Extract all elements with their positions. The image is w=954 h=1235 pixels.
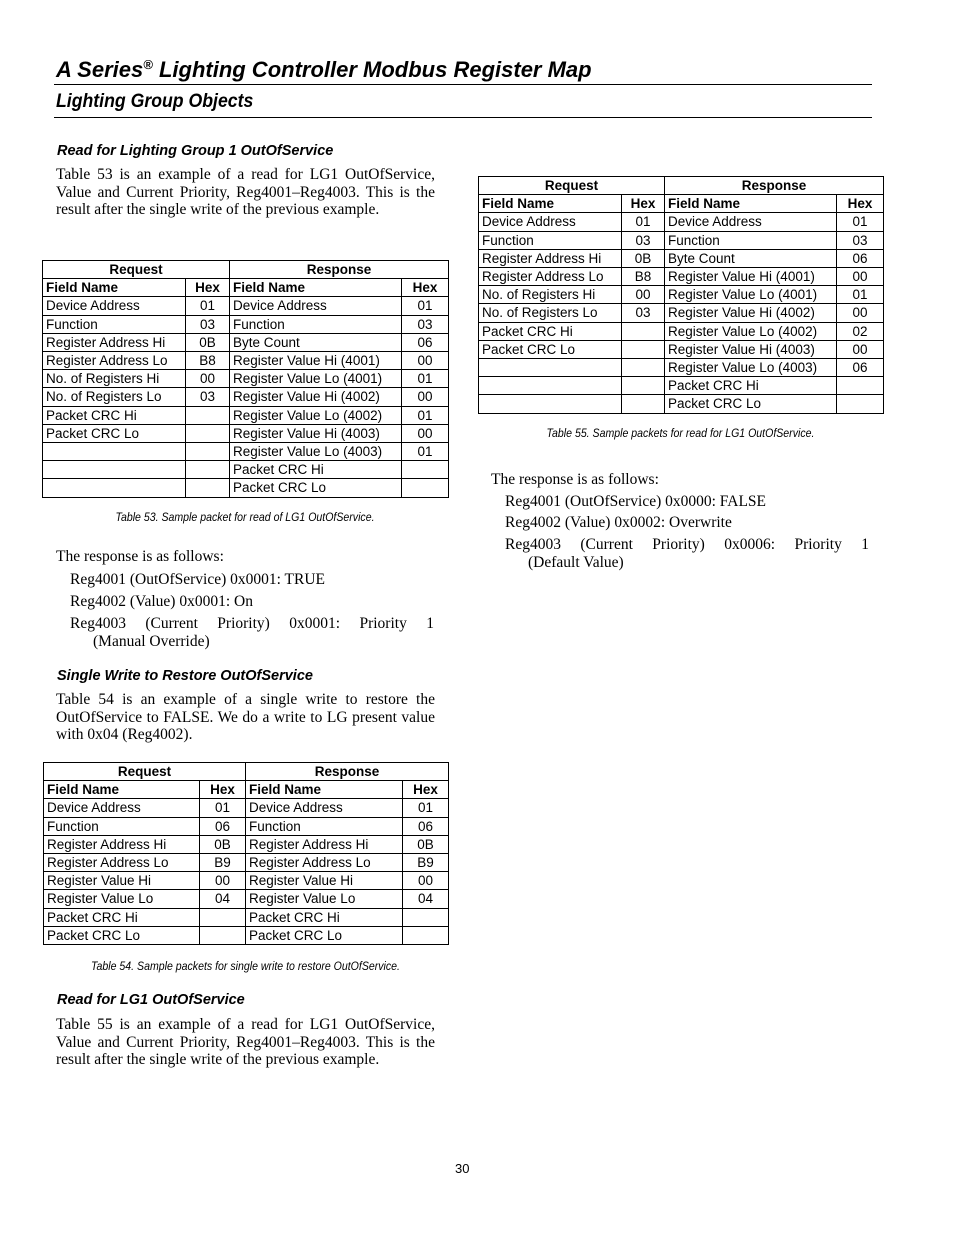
request-hex-cell: 0B: [186, 333, 230, 351]
request-hex-cell: 0B: [622, 249, 665, 267]
response-hex-cell: 00: [403, 872, 449, 890]
request-field-cell: Function: [44, 817, 200, 835]
table-row: [43, 461, 449, 479]
document-subtitle: Lighting Group Objects: [56, 91, 254, 112]
response-field-cell: Register Value Lo (4003): [665, 359, 837, 377]
response-header: Response: [665, 177, 884, 195]
request-header: Request: [43, 261, 230, 279]
request-field-cell: No. of Registers Lo: [479, 304, 622, 322]
request-field-cell: [43, 461, 186, 479]
response-field-cell: Register Value Lo (4002): [665, 322, 837, 340]
table-row: [479, 395, 884, 413]
request-hex-cell: [622, 377, 665, 395]
section3-reg4003-line: [505, 536, 869, 554]
response-field-cell: Register Value Hi (4001): [665, 268, 837, 286]
response-hex-cell: 06: [837, 359, 884, 377]
request-field-cell: [43, 443, 186, 461]
table-53-caption: Table 53. Sample packet for read of LG1 OutOfService.: [115, 510, 375, 524]
request-header: Request: [44, 763, 246, 781]
reg-word: (Current: [145, 615, 198, 632]
response-field-cell: Function: [230, 315, 402, 333]
response-field-cell: Register Value Hi: [246, 872, 403, 890]
response-field-cell: Register Value Lo (4001): [230, 370, 402, 388]
table-row: [44, 799, 449, 817]
request-hex-cell: [622, 340, 665, 358]
request-field-cell: Register Address Hi: [44, 835, 200, 853]
response-field-cell: Byte Count: [230, 333, 402, 351]
reg-word: (Current: [580, 536, 633, 553]
hex-header: Hex: [402, 279, 449, 297]
request-hex-cell: 01: [186, 297, 230, 315]
reg-word: Reg4003: [505, 536, 561, 553]
reg-word: Priority: [359, 615, 407, 632]
section3-paragraph: Table 55 is an example of a read for LG1 OutOfService, Value and Current Priority, Reg4001–Reg4003. This is the result after the single write of the previous example.: [56, 1016, 435, 1068]
response-field-cell: Function: [246, 817, 403, 835]
section1-reg4003: [70, 615, 434, 650]
request-field-cell: Packet CRC Lo: [479, 340, 622, 358]
request-hex-cell: [200, 926, 246, 944]
response-field-cell: Register Value Lo (4001): [665, 286, 837, 304]
request-field-cell: Register Address Lo: [43, 352, 186, 370]
response-hex-cell: [402, 479, 449, 497]
section3-reg4003: [505, 536, 869, 571]
reg-word: Priority): [217, 615, 270, 632]
request-field-cell: [479, 359, 622, 377]
response-hex-cell: 00: [402, 424, 449, 442]
response-field-cell: Function: [665, 231, 837, 249]
request-field-cell: Register Value Lo: [44, 890, 200, 908]
request-hex-cell: 01: [200, 799, 246, 817]
response-field-cell: Packet CRC Lo: [665, 395, 837, 413]
table-53: [42, 260, 449, 498]
reg-word: 0x0006:: [724, 536, 776, 553]
table-54: [43, 762, 449, 945]
response-hex-cell: 00: [837, 304, 884, 322]
request-field-cell: Function: [43, 315, 186, 333]
request-header: Request: [479, 177, 665, 195]
field-name-header: Field Name: [44, 781, 200, 799]
response-hex-cell: B9: [403, 854, 449, 872]
response-field-cell: Register Value Hi (4002): [230, 388, 402, 406]
response-field-cell: Register Value Hi (4002): [665, 304, 837, 322]
request-hex-cell: 04: [200, 890, 246, 908]
request-hex-cell: 03: [186, 315, 230, 333]
response-hex-cell: 01: [402, 443, 449, 461]
title-rest: Lighting Controller Modbus Register Map: [152, 57, 592, 82]
response-field-cell: Register Address Hi: [246, 835, 403, 853]
reg-word: 1: [426, 615, 434, 632]
table-row: [43, 315, 449, 333]
section2-paragraph: Table 54 is an example of a single write to restore the OutOfService to FALSE. We do a write to LG present value with 0x04 (Reg4002).: [56, 691, 435, 743]
response-hex-cell: 02: [837, 322, 884, 340]
response-hex-cell: 06: [402, 333, 449, 351]
response-hex-cell: 04: [403, 890, 449, 908]
response-hex-cell: 00: [402, 352, 449, 370]
table-row: [44, 890, 449, 908]
response-header: Response: [230, 261, 449, 279]
response-hex-cell: 03: [837, 231, 884, 249]
request-hex-cell: 00: [622, 286, 665, 304]
response-header: Response: [246, 763, 449, 781]
table-row: [43, 352, 449, 370]
table-55-caption: Table 55. Sample packets for read for LG1 OutOfService.: [546, 426, 815, 440]
reg-word: 0x0001:: [289, 615, 341, 632]
request-field-cell: Register Value Hi: [44, 872, 200, 890]
table-row: [479, 249, 884, 267]
request-field-cell: Packet CRC Hi: [479, 322, 622, 340]
request-hex-cell: [186, 406, 230, 424]
request-field-cell: Function: [479, 231, 622, 249]
section3-heading: Read for LG1 OutOfService: [57, 992, 245, 1008]
field-name-header: Field Name: [479, 195, 622, 213]
table-row: [44, 908, 449, 926]
hex-header: Hex: [622, 195, 665, 213]
response-hex-cell: 00: [837, 268, 884, 286]
request-field-cell: Register Address Lo: [479, 268, 622, 286]
request-hex-cell: 01: [622, 213, 665, 231]
response-hex-cell: 00: [402, 388, 449, 406]
response-field-cell: Register Value Lo (4003): [230, 443, 402, 461]
request-field-cell: Register Address Hi: [479, 249, 622, 267]
response-field-cell: Device Address: [246, 799, 403, 817]
table-row: [43, 443, 449, 461]
section1-reg4003-line: [70, 615, 434, 633]
request-hex-cell: 03: [622, 304, 665, 322]
request-field-cell: No. of Registers Hi: [43, 370, 186, 388]
header-rule-top: [54, 84, 872, 85]
field-name-header: Field Name: [665, 195, 837, 213]
response-field-cell: Device Address: [230, 297, 402, 315]
response-field-cell: Register Address Lo: [246, 854, 403, 872]
request-hex-cell: 00: [200, 872, 246, 890]
request-hex-cell: [622, 359, 665, 377]
table-row: [44, 854, 449, 872]
hex-header: Hex: [837, 195, 884, 213]
table-row: [479, 377, 884, 395]
field-name-header: Field Name: [246, 781, 403, 799]
response-hex-cell: 01: [402, 370, 449, 388]
response-hex-cell: 0B: [403, 835, 449, 853]
section3-reg4001: Reg4001 (OutOfService) 0x0000: FALSE: [505, 493, 767, 510]
hex-header: Hex: [200, 781, 246, 799]
table-row: [43, 406, 449, 424]
response-field-cell: Register Value Hi (4003): [230, 424, 402, 442]
response-hex-cell: 01: [403, 799, 449, 817]
table-row: [479, 304, 884, 322]
request-hex-cell: 00: [186, 370, 230, 388]
section3-reg4002: Reg4002 (Value) 0x0002: Overwrite: [505, 514, 732, 531]
request-hex-cell: [186, 479, 230, 497]
table-row: [43, 333, 449, 351]
response-field-cell: Byte Count: [665, 249, 837, 267]
table-row: [479, 322, 884, 340]
hex-header: Hex: [403, 781, 449, 799]
table-row: [479, 268, 884, 286]
table-54-caption: Table 54. Sample packets for single write to restore OutOfService.: [91, 959, 400, 973]
table-row: [43, 424, 449, 442]
section1-response-intro: The response is as follows:: [56, 548, 224, 565]
response-hex-cell: [837, 395, 884, 413]
table-row: [43, 479, 449, 497]
request-field-cell: Packet CRC Hi: [44, 908, 200, 926]
request-field-cell: Register Address Hi: [43, 333, 186, 351]
response-field-cell: Packet CRC Hi: [246, 908, 403, 926]
table-55: [478, 176, 884, 414]
request-hex-cell: [200, 908, 246, 926]
page-number: 30: [455, 1161, 470, 1176]
section1-reg4002: Reg4002 (Value) 0x0001: On: [70, 593, 253, 610]
table-row: [44, 817, 449, 835]
response-field-cell: Register Value Lo (4002): [230, 406, 402, 424]
response-hex-cell: 01: [402, 406, 449, 424]
request-hex-cell: [622, 395, 665, 413]
request-field-cell: Packet CRC Lo: [44, 926, 200, 944]
request-field-cell: No. of Registers Hi: [479, 286, 622, 304]
reg-word: Priority: [794, 536, 842, 553]
request-field-cell: Packet CRC Lo: [43, 424, 186, 442]
response-hex-cell: [403, 908, 449, 926]
table-row: [44, 835, 449, 853]
section1-reg4001: Reg4001 (OutOfService) 0x0001: TRUE: [70, 571, 325, 588]
response-field-cell: Packet CRC Lo: [230, 479, 402, 497]
response-hex-cell: 03: [402, 315, 449, 333]
response-hex-cell: 06: [403, 817, 449, 835]
request-hex-cell: [186, 461, 230, 479]
response-field-cell: Register Value Lo: [246, 890, 403, 908]
reg-word: Reg4003: [70, 615, 126, 632]
request-field-cell: [479, 377, 622, 395]
registered-mark: ®: [143, 57, 153, 72]
table-row: [479, 231, 884, 249]
response-field-cell: Device Address: [665, 213, 837, 231]
table-row: [479, 213, 884, 231]
document-title: [56, 56, 592, 84]
response-hex-cell: [403, 926, 449, 944]
table-row: [479, 286, 884, 304]
header-rule-bottom: [54, 117, 872, 118]
table-row: [44, 872, 449, 890]
request-field-cell: Register Address Lo: [44, 854, 200, 872]
field-name-header: Field Name: [230, 279, 402, 297]
table-row: [43, 297, 449, 315]
reg-word: Priority): [652, 536, 705, 553]
response-hex-cell: 01: [837, 286, 884, 304]
request-field-cell: [43, 479, 186, 497]
field-name-header: Field Name: [43, 279, 186, 297]
response-hex-cell: [837, 377, 884, 395]
table-row: [43, 388, 449, 406]
request-hex-cell: [186, 443, 230, 461]
section2-heading: Single Write to Restore OutOfService: [57, 668, 313, 684]
section3-response-intro: The response is as follows:: [491, 471, 659, 488]
request-field-cell: Device Address: [479, 213, 622, 231]
request-hex-cell: 03: [622, 231, 665, 249]
request-field-cell: No. of Registers Lo: [43, 388, 186, 406]
response-hex-cell: 00: [837, 340, 884, 358]
response-field-cell: Register Value Hi (4003): [665, 340, 837, 358]
section1-heading: Read for Lighting Group 1 OutOfService: [57, 143, 334, 159]
table-row: [43, 370, 449, 388]
section3-reg4003-cont: (Default Value): [528, 553, 624, 571]
response-hex-cell: 06: [837, 249, 884, 267]
request-field-cell: Packet CRC Hi: [43, 406, 186, 424]
request-hex-cell: B9: [200, 854, 246, 872]
request-hex-cell: 0B: [200, 835, 246, 853]
request-hex-cell: B8: [622, 268, 665, 286]
reg-word: 1: [861, 536, 869, 553]
table-row: [479, 340, 884, 358]
table-row: [44, 926, 449, 944]
hex-header: Hex: [186, 279, 230, 297]
response-hex-cell: [402, 461, 449, 479]
request-hex-cell: [186, 424, 230, 442]
section1-reg4003-cont: (Manual Override): [93, 632, 210, 650]
response-hex-cell: 01: [837, 213, 884, 231]
section1-paragraph: Table 53 is an example of a read for LG1 OutOfService, Value and Current Priority, Reg4001–Reg4003. This is the result after the single write of the previous example.: [56, 166, 435, 218]
request-hex-cell: B8: [186, 352, 230, 370]
request-field-cell: Device Address: [43, 297, 186, 315]
request-hex-cell: [622, 322, 665, 340]
request-hex-cell: 03: [186, 388, 230, 406]
response-field-cell: Packet CRC Hi: [230, 461, 402, 479]
title-main: A Series: [56, 57, 144, 82]
response-hex-cell: 01: [402, 297, 449, 315]
request-field-cell: [479, 395, 622, 413]
request-field-cell: Device Address: [44, 799, 200, 817]
response-field-cell: Packet CRC Hi: [665, 377, 837, 395]
table-row: [479, 359, 884, 377]
request-hex-cell: 06: [200, 817, 246, 835]
response-field-cell: Packet CRC Lo: [246, 926, 403, 944]
response-field-cell: Register Value Hi (4001): [230, 352, 402, 370]
